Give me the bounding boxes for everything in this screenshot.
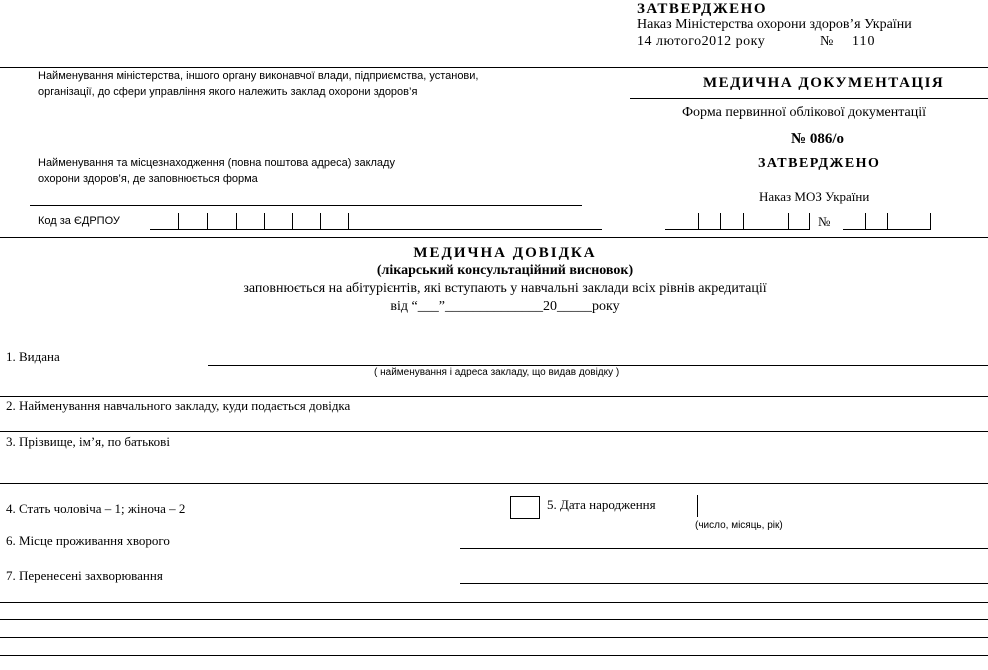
diseases-input-line[interactable] (460, 583, 988, 584)
sex-label: 4. Стать чоловіча – 1; жіноча – 2 (6, 501, 186, 516)
edrpou-cell-divider (348, 213, 349, 230)
certificate-subtitle: (лікарський консультаційний висновок) (376, 263, 634, 278)
issued-input-line[interactable] (208, 365, 988, 366)
order-number-symbol: № (818, 214, 831, 229)
residence-label: 6. Місце проживання хворого (6, 533, 170, 548)
order-date-cell-divider (720, 213, 721, 230)
institution-label: 2. Найменування навчального закладу, куди подається довідка (6, 398, 351, 413)
approval-number: 110 (852, 34, 876, 49)
issued-label: 1. Видана (6, 349, 60, 364)
edrpou-cell-divider (178, 213, 179, 230)
sex-input-box[interactable] (510, 496, 540, 519)
certificate-date-line[interactable]: від “___”______________20_____року (390, 299, 620, 314)
edrpou-cell-divider (264, 213, 265, 230)
address-underline (30, 205, 582, 206)
edrpou-label: Код за ЄДРПОУ (38, 215, 120, 227)
edrpou-cell-divider (236, 213, 237, 230)
row-separator (0, 483, 988, 484)
edrpou-cell-divider (292, 213, 293, 230)
form-approved: ЗАТВЕРДЖЕНО (758, 156, 881, 171)
birthdate-input-marker[interactable] (697, 495, 698, 517)
order-moz: Наказ МОЗ України (759, 189, 870, 204)
diseases-label: 7. Перенесені захворювання (6, 568, 163, 583)
order-date-cell-divider (788, 213, 789, 230)
edrpou-cell-divider (320, 213, 321, 230)
edrpou-baseline (150, 229, 602, 230)
ruled-line[interactable] (0, 602, 988, 603)
certificate-title: МЕДИЧНА ДОВІДКА (413, 245, 597, 261)
order-date-cell-divider (698, 213, 699, 230)
medical-documentation-title: МЕДИЧНА ДОКУМЕНТАЦІЯ (703, 75, 945, 91)
row-separator (0, 431, 988, 432)
certificate-purpose: заповнюється на абітурієнтів, які вступають у навчальні заклади всіх рівнів акредитації (243, 281, 767, 296)
order-date-cell-divider (743, 213, 744, 230)
form-number: № 086/о (791, 131, 844, 147)
header-top-border (0, 67, 988, 68)
order-number-cell-divider (865, 213, 866, 230)
approval-date: 14 лютого2012 року (637, 34, 766, 49)
ruled-line[interactable] (0, 655, 988, 656)
approval-order-line: Наказ Міністерства охорони здоров’я України (637, 17, 912, 32)
birthdate-hint: (число, місяць, рік) (695, 520, 783, 531)
birthdate-label: 5. Дата народження (547, 497, 656, 512)
address-line-1: Найменування та місцезнаходження (повна поштова адреса) закладу (38, 157, 395, 169)
header-bottom-border (0, 237, 988, 238)
row-separator (0, 396, 988, 397)
residence-input-line[interactable] (460, 548, 988, 549)
name-label: 3. Прізвище, ім’я, по батькові (6, 434, 170, 449)
order-number-cell-divider (887, 213, 888, 230)
issued-hint: ( найменування і адреса закладу, що видав довідку ) (374, 367, 620, 378)
order-number-cell-divider (930, 213, 931, 230)
medical-docs-underline (630, 98, 988, 99)
ministry-line-2: організації, до сфери управління якого належить заклад охорони здоров’я (38, 86, 418, 98)
approval-number-symbol: № (820, 34, 834, 49)
edrpou-cell-divider (207, 213, 208, 230)
ministry-line-1: Найменування міністерства, іншого органу виконавчої влади, підприємства, установи, (38, 70, 479, 82)
approval-heading: ЗАТВЕРДЖЕНО (637, 1, 767, 17)
ruled-line[interactable] (0, 637, 988, 638)
form-type: Форма первинної облікової документації (682, 105, 927, 120)
address-line-2: охорони здоров’я, де заповнюється форма (38, 173, 258, 185)
order-date-cell-divider (809, 213, 810, 230)
ruled-line[interactable] (0, 619, 988, 620)
